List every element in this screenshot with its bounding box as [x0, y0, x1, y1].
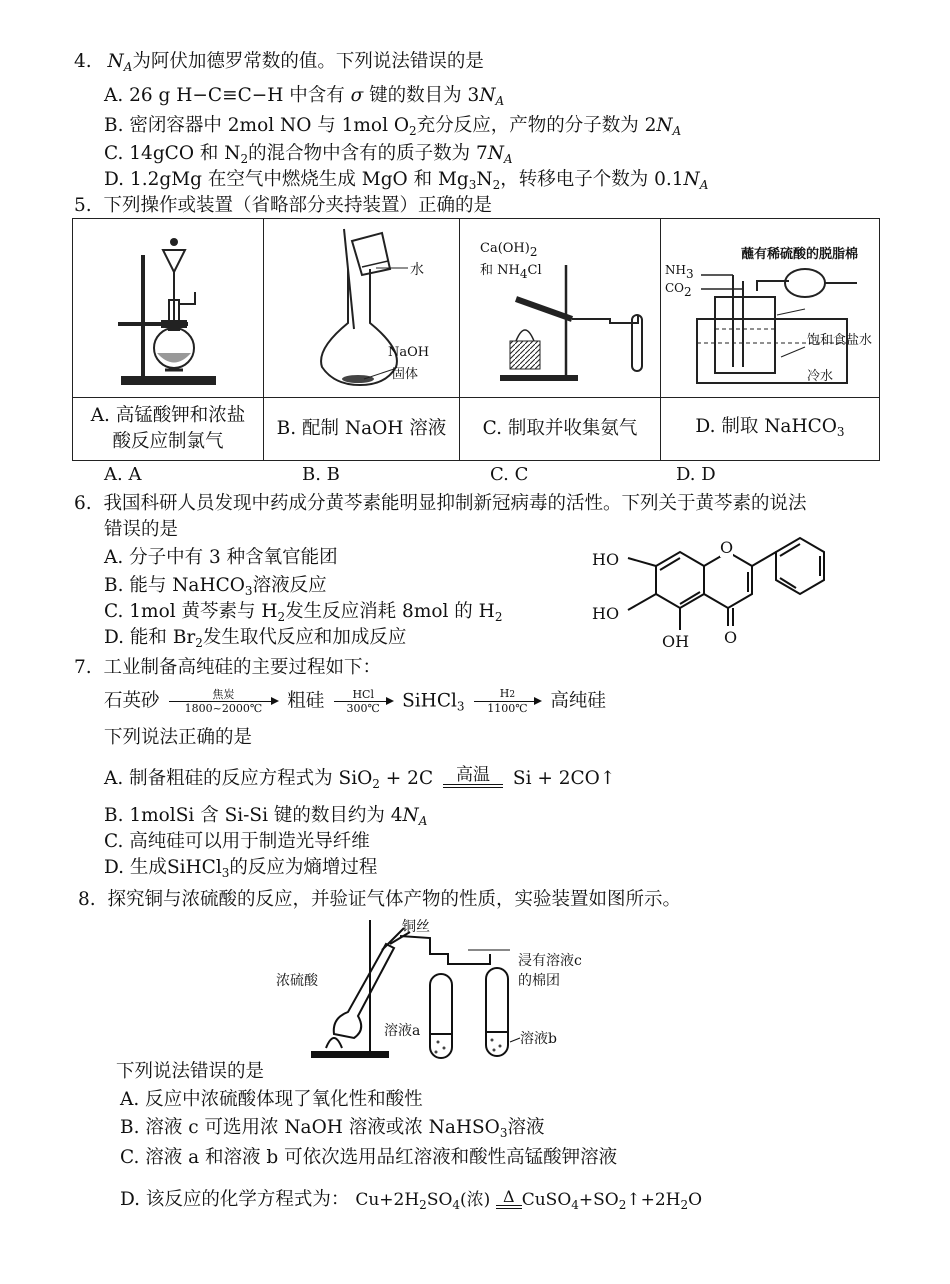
q7-option-b[interactable]: B. 1molSi 含 Si-Si 键的数目约为 $4N_A$ — [104, 805, 428, 828]
q5-answer-b[interactable]: B. B — [302, 464, 340, 485]
flow-arrow-3: $\frac{H2}{1100℃}$ — [474, 688, 540, 715]
q7-option-c[interactable]: C. 高纯硅可以用于制造光导纤维 — [104, 831, 370, 852]
label-solution-a: 溶液a — [384, 1023, 421, 1039]
label-ring-oxygen: O — [720, 538, 734, 557]
apparatus-b-cell — [264, 219, 460, 398]
volumetric-flask-drawing — [264, 219, 459, 397]
q8-option-c[interactable]: C. 溶液 a 和溶液 b 可依次选用品红溶液和酸性高锰酸钾溶液 — [120, 1147, 618, 1168]
label-water: 水 — [410, 262, 424, 278]
apparatus-d-cell — [661, 219, 880, 398]
label-cotton: 蘸有稀硫酸的脱脂棉 — [741, 247, 859, 262]
q4-stem: 4. $N_A$为阿伏加德罗常数的值。下列说法错误的是 — [74, 51, 484, 74]
q8-stem: 8. 探究铜与浓硫酸的反应，并验证气体产物的性质，实验装置如图所示。 — [78, 889, 682, 910]
label-ho-top: HO — [592, 550, 620, 569]
q6-option-a[interactable]: A. 分子中有 3 种含氧官能团 — [104, 547, 338, 568]
label-soaked-2: 的棉团 — [518, 973, 560, 989]
flow-arrow-2: HCl 300℃ — [334, 689, 392, 715]
q7-substem: 下列说法正确的是 — [104, 727, 253, 748]
caption-b: B. 配制 NaOH 溶液 — [264, 398, 460, 461]
eq-condition-high-temp: 高温 — [443, 766, 503, 796]
label-naoh: NaOH — [388, 345, 430, 360]
label-solution-b: 溶液b — [520, 1031, 557, 1047]
label-cold-water: 冷水 — [807, 369, 834, 384]
label-soaked-1: 浸有溶液c — [518, 953, 582, 969]
q7-option-a[interactable]: A. 制备粗硅的反应方程式为 SiO$_2$ + 2C 高温 Si + 2CO↑ — [104, 766, 615, 796]
label-nh3: NH3 — [665, 263, 694, 281]
label-co2: CO2 — [665, 281, 692, 299]
q7-flow: 石英砂 焦炭 1800~2000℃ 粗硅 HCl 300℃ SiHCl$_3$ $\frac{H2}{1100℃}$ 高纯硅 — [104, 687, 606, 715]
caption-a: A. 高锰酸钾和浓盐 酸反应制氯气 — [73, 398, 264, 461]
label-oh-bottom: OH — [662, 632, 690, 651]
q5-apparatus-table — [72, 218, 880, 461]
eq-condition-heat: Δ — [496, 1189, 522, 1217]
q5-stem: 5. 下列操作或装置（省略部分夹持装置）正确的是 — [74, 195, 493, 216]
q7-stem: 7. 工业制备高纯硅的主要过程如下： — [74, 657, 382, 678]
q6-option-c[interactable]: C. 1mol 黄芩素与 $H_2$发生反应消耗 8mol 的 $H_2$ — [104, 601, 503, 624]
q8-option-b[interactable]: B. 溶液 c 可选用浓 NaOH 溶液或浓 NaHSO$_3$溶液 — [120, 1117, 545, 1140]
q5-answer-d[interactable]: D. D — [676, 464, 716, 485]
label-conc-acid: 浓硫酸 — [276, 973, 318, 989]
apparatus-c-cell — [460, 219, 661, 398]
q4-option-b[interactable]: B. 密闭容器中 2mol NO 与 1mol $O_2$充分反应，产物的分子数为 $2N_A$ — [104, 115, 682, 138]
chlorine-apparatus-drawing — [73, 220, 263, 392]
apparatus-a-cell — [73, 219, 264, 398]
q6-stem: 6. 我国科研人员发现中药成分黄芩素能明显抑制新冠病毒的活性。下列关于黄芩素的说法 — [74, 493, 807, 514]
q8-substem: 下列说法错误的是 — [116, 1061, 265, 1082]
q4-option-c[interactable]: C. 14gCO 和 $N_2$的混合物中含有的质子数为 $7N_A$ — [104, 143, 513, 166]
q8-option-d[interactable]: D. 该反应的化学方程式为： $Cu+2H_2SO_4$(浓) Δ $CuSO_4+SO_2↑+2H_2O$ — [120, 1188, 702, 1217]
baicalein-structure — [588, 522, 838, 654]
q8-apparatus — [270, 914, 610, 1064]
q5-answer-c[interactable]: C. C — [490, 464, 529, 485]
label-keto-oxygen: O — [724, 628, 738, 647]
label-caoh2: Ca(OH)2 — [480, 241, 538, 259]
q6-option-b[interactable]: B. 能与 NaHCO$_3$溶液反应 — [104, 575, 327, 598]
q6-option-d[interactable]: D. 能和 $Br_2$发生取代反应和加成反应 — [104, 627, 407, 650]
label-copper-wire: 铜丝 — [402, 919, 430, 935]
q6-stem-line2: 错误的是 — [104, 519, 179, 540]
q5-answer-a[interactable]: A. A — [104, 464, 142, 485]
label-brine: 饱和食盐水 — [807, 333, 873, 348]
flow-arrow-1: 焦炭 1800~2000℃ — [169, 689, 277, 715]
q8-equation: $Cu+2H_2SO_4$(浓) Δ $CuSO_4+SO_2↑+2H_2O$ — [355, 1190, 702, 1210]
label-ho-mid: HO — [592, 604, 620, 623]
caption-c: C. 制取并收集氨气 — [460, 398, 661, 461]
q4-option-a[interactable]: A. 26 g H−C≡C−H 中含有 σ 键的数目为 $3N_A$ — [104, 85, 505, 108]
q4-option-d[interactable]: D. 1.2gMg 在空气中燃烧生成 MgO 和 $Mg_3N_2$，转移电子个数为 $0.1N_A$ — [104, 169, 709, 192]
q7-option-d[interactable]: D. 生成SiHCl$_3$的反应为熵增过程 — [104, 857, 378, 880]
baicalein-structure-drawing — [588, 522, 838, 654]
q8-option-a[interactable]: A. 反应中浓硫酸体现了氧化性和酸性 — [120, 1089, 423, 1110]
label-solid: 固体 — [392, 367, 419, 382]
label-nh4cl: 和 NH4Cl — [480, 263, 542, 281]
caption-d: D. 制取 NaHCO$_3$ — [661, 398, 880, 461]
